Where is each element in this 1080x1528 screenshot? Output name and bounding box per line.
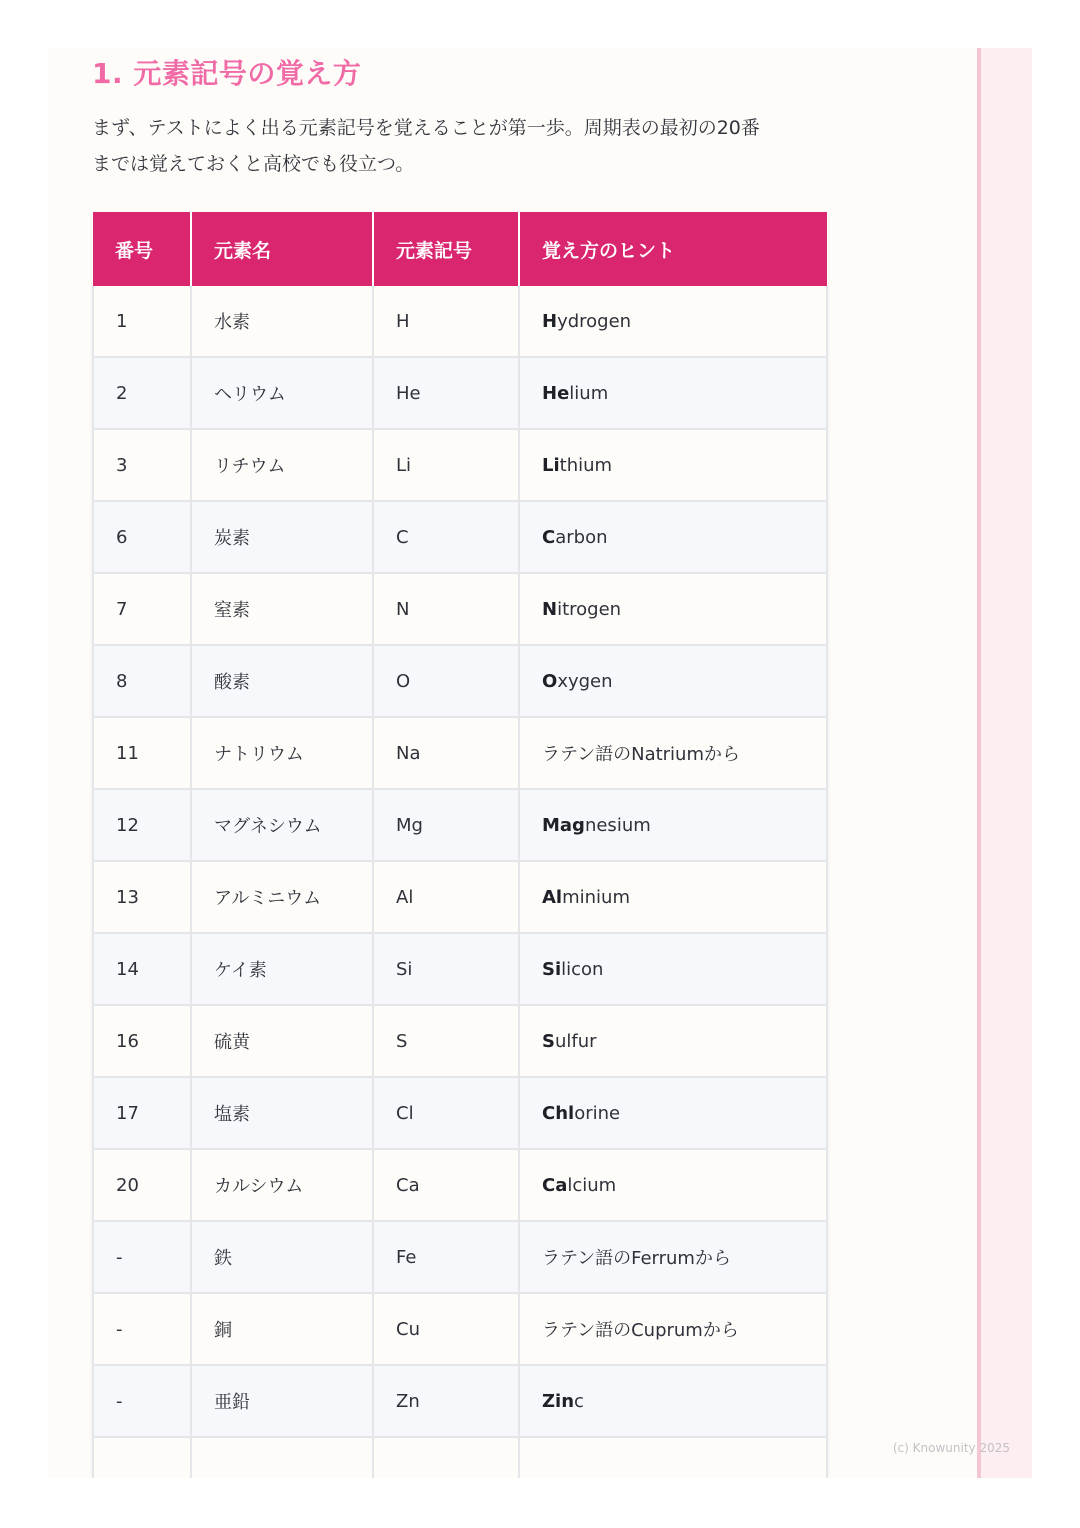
cell-number: - bbox=[93, 1293, 191, 1365]
cell-element-name: 亜鉛 bbox=[191, 1365, 373, 1437]
hint-highlight: C bbox=[542, 526, 556, 548]
cell-number: 14 bbox=[93, 933, 191, 1005]
cell-number: 12 bbox=[93, 789, 191, 861]
hint-text: arbon bbox=[555, 526, 608, 548]
document-page bbox=[48, 48, 1032, 1478]
table-row bbox=[93, 1005, 827, 1077]
cell-memory-hint bbox=[519, 1365, 827, 1437]
cell-element-symbol: N bbox=[373, 573, 519, 645]
intro-line-1: まず、テストによく出る元素記号を覚えることが第一歩。周期表の最初の20番 bbox=[92, 117, 760, 139]
cell-element-name: ヘリウム bbox=[191, 357, 373, 429]
cell-number: 16 bbox=[93, 1005, 191, 1077]
copyright-watermark: (c) Knowunity 2025 bbox=[892, 1441, 1010, 1455]
cell-element-name: 銅 bbox=[191, 1293, 373, 1365]
cell-element-symbol: S bbox=[373, 1005, 519, 1077]
cell-memory-hint bbox=[519, 429, 827, 501]
hint-text: lium bbox=[569, 382, 609, 404]
table-row bbox=[93, 429, 827, 501]
cell-element-name: 炭素 bbox=[191, 501, 373, 573]
cell-element-name: リチウム bbox=[191, 429, 373, 501]
cell-element-symbol: Na bbox=[373, 717, 519, 789]
cell-number: - bbox=[93, 1365, 191, 1437]
cell-element-symbol: Mg bbox=[373, 789, 519, 861]
cell-number: 3 bbox=[93, 429, 191, 501]
cell-element-symbol: Fe bbox=[373, 1221, 519, 1293]
hint-text: xygen bbox=[557, 670, 613, 692]
hint-text: ラテン語のFerrumから bbox=[542, 1248, 731, 1269]
section-title: 1. 元素記号の覚え方 bbox=[92, 57, 362, 90]
cell-element-symbol: Ca bbox=[373, 1149, 519, 1221]
hint-text: licon bbox=[561, 958, 604, 980]
element-symbol-table bbox=[92, 212, 828, 1478]
hint-highlight: Li bbox=[542, 454, 560, 476]
cell-element-name: マグネシウム bbox=[191, 789, 373, 861]
cell-element-name: ナトリウム bbox=[191, 717, 373, 789]
table-row bbox=[93, 357, 827, 429]
hint-text: nesium bbox=[584, 814, 651, 836]
hint-highlight: Si bbox=[542, 958, 562, 980]
cell-element-symbol: Si bbox=[373, 933, 519, 1005]
header-number: 番号 bbox=[93, 212, 191, 286]
hint-text: orine bbox=[574, 1102, 621, 1124]
cell-memory-hint bbox=[519, 1293, 827, 1365]
hint-highlight: H bbox=[542, 310, 558, 332]
cell-memory-hint bbox=[519, 645, 827, 717]
cell-memory-hint bbox=[519, 789, 827, 861]
header-memory-hint: 覚え方のヒント bbox=[519, 212, 827, 286]
cell-number: 7 bbox=[93, 573, 191, 645]
intro-line-2: までは覚えておくと高校でも役立つ。 bbox=[92, 153, 415, 175]
cell-element-symbol: Al bbox=[373, 861, 519, 933]
cell-memory-hint bbox=[519, 933, 827, 1005]
table-row bbox=[93, 1365, 827, 1437]
cell-memory-hint bbox=[519, 1077, 827, 1149]
cell-memory-hint bbox=[519, 1221, 827, 1293]
table-row bbox=[93, 933, 827, 1005]
cell-memory-hint bbox=[519, 1437, 827, 1478]
cell-element-symbol: Zn bbox=[373, 1365, 519, 1437]
page-side-strip bbox=[977, 48, 1032, 1478]
cell-element-symbol: Li bbox=[373, 429, 519, 501]
cell-element-symbol: C bbox=[373, 501, 519, 573]
hint-highlight: Al bbox=[542, 886, 563, 908]
cell-number bbox=[93, 1437, 191, 1478]
hint-highlight: He bbox=[542, 382, 570, 404]
header-element-symbol: 元素記号 bbox=[373, 212, 519, 286]
hint-text: itrogen bbox=[557, 598, 622, 620]
table-row bbox=[93, 717, 827, 789]
cell-number: 1 bbox=[93, 286, 191, 357]
cell-memory-hint bbox=[519, 861, 827, 933]
hint-highlight: O bbox=[542, 670, 558, 692]
hint-highlight: Chl bbox=[542, 1102, 575, 1124]
hint-highlight: N bbox=[542, 598, 558, 620]
cell-element-name: カルシウム bbox=[191, 1149, 373, 1221]
intro-paragraph bbox=[92, 110, 832, 182]
cell-element-name: 酸素 bbox=[191, 645, 373, 717]
cell-element-name bbox=[191, 1437, 373, 1478]
cell-memory-hint bbox=[519, 1005, 827, 1077]
cell-number: 17 bbox=[93, 1077, 191, 1149]
hint-highlight: Ca bbox=[542, 1174, 568, 1196]
table-row bbox=[93, 1221, 827, 1293]
cell-element-name: 水素 bbox=[191, 286, 373, 357]
hint-text: minium bbox=[562, 886, 630, 908]
cell-number: 2 bbox=[93, 357, 191, 429]
cell-element-symbol: Cu bbox=[373, 1293, 519, 1365]
table-row bbox=[93, 1293, 827, 1365]
hint-text: ラテン語のCuprumから bbox=[542, 1320, 739, 1341]
cell-memory-hint bbox=[519, 573, 827, 645]
cell-element-name: アルミニウム bbox=[191, 861, 373, 933]
cell-element-symbol: O bbox=[373, 645, 519, 717]
cell-memory-hint bbox=[519, 1149, 827, 1221]
cell-memory-hint bbox=[519, 501, 827, 573]
cell-element-name: 塩素 bbox=[191, 1077, 373, 1149]
cell-number: 6 bbox=[93, 501, 191, 573]
table-row bbox=[93, 789, 827, 861]
cell-memory-hint bbox=[519, 717, 827, 789]
cell-element-symbol: Cl bbox=[373, 1077, 519, 1149]
cell-element-symbol bbox=[373, 1437, 519, 1478]
table-row bbox=[93, 501, 827, 573]
hint-text: ulfur bbox=[554, 1030, 597, 1052]
cell-element-symbol: H bbox=[373, 286, 519, 357]
cell-element-symbol: He bbox=[373, 357, 519, 429]
table-row bbox=[93, 861, 827, 933]
cell-memory-hint bbox=[519, 357, 827, 429]
header-element-name: 元素名 bbox=[191, 212, 373, 286]
hint-text: thium bbox=[559, 454, 613, 476]
cell-number: 8 bbox=[93, 645, 191, 717]
cell-number: - bbox=[93, 1221, 191, 1293]
table-row bbox=[93, 1077, 827, 1149]
table-header-row bbox=[93, 212, 827, 286]
table-row bbox=[93, 645, 827, 717]
cell-number: 20 bbox=[93, 1149, 191, 1221]
table-row bbox=[93, 573, 827, 645]
hint-text: lcium bbox=[567, 1174, 617, 1196]
hint-text: c bbox=[574, 1390, 584, 1412]
table-row bbox=[93, 286, 827, 357]
hint-text: ラテン語のNatriumから bbox=[542, 744, 740, 765]
cell-memory-hint bbox=[519, 286, 827, 357]
table-body bbox=[93, 286, 827, 1478]
cell-number: 11 bbox=[93, 717, 191, 789]
table-row bbox=[93, 1149, 827, 1221]
hint-highlight: Mag bbox=[542, 814, 585, 836]
hint-highlight: Zin bbox=[542, 1390, 575, 1412]
cell-element-name: ケイ素 bbox=[191, 933, 373, 1005]
cell-number: 13 bbox=[93, 861, 191, 933]
hint-highlight: S bbox=[542, 1030, 555, 1052]
cell-element-name: 硫黄 bbox=[191, 1005, 373, 1077]
cell-element-name: 窒素 bbox=[191, 573, 373, 645]
hint-text: ydrogen bbox=[557, 310, 632, 332]
table-row bbox=[93, 1437, 827, 1478]
cell-element-name: 鉄 bbox=[191, 1221, 373, 1293]
